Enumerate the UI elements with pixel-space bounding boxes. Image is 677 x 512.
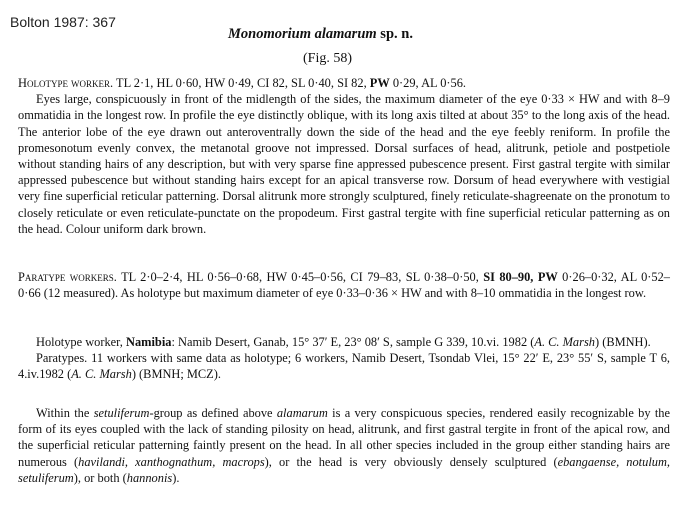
holotype-collector: A. C. Marsh	[534, 335, 595, 349]
species-suffix: sp. n.	[376, 26, 413, 42]
holotype-material-text: Holotype worker,	[36, 335, 127, 349]
paratype-material-text: Paratypes. 11 workers with same data as holotype; 6 workers, Namib Desert, Tsondab Vlei, 15° 22′ E, 23° 55′ S, sample T 6, 4.iv.1982 (	[18, 351, 670, 382]
discussion-text-2: -group as defined above	[149, 406, 277, 420]
holotype-label: Holotype worker.	[18, 76, 114, 90]
species-group-name: setuliferum	[93, 406, 150, 420]
holotype-material	[18, 334, 670, 350]
paratype-measurements	[18, 269, 670, 301]
paratype-measures-text-2: 0·26–0·32, AL 0·52–0·66 (12 measured). As holotype but maximum diameter of eye 0·33–0·36 × HW and with 8–10 ommatidia in the longest row.	[18, 270, 670, 301]
discussion-text-4: ), or the head is very obviously densely sculptured (	[264, 454, 558, 469]
discussion-paragraph	[18, 405, 670, 486]
paratype-collector: A. C. Marsh	[71, 367, 132, 382]
paratype-measures-text: TL 2·0–2·4, HL 0·56–0·68, HW 0·45–0·56, CI 79–83, SL 0·38–0·50,	[116, 270, 484, 284]
holotype-measures-bold: PW	[369, 76, 390, 90]
discussion-text-6: ).	[172, 470, 180, 485]
holotype-section	[18, 75, 670, 237]
reference-label: Bolton 1987: 367	[10, 14, 116, 30]
paratype-measures-bold: SI 80–90, PW	[483, 270, 558, 284]
holotype-locality: : Namib Desert, Ganab, 15° 37′ E, 23° 08′ S, sample G 339, 10.vi. 1982 (	[171, 335, 535, 349]
holotype-description: Eyes large, conspicuously in front of the midlength of the sides, the maximum diameter of the eye 0·33 × HW and with 8–9 ommatidia in the longest row. In profile the eye distinctly oblique, with its long axis tilted at about 35° to the long axis of the head. The anterior lobe of the eye drawn out anteroventrally down the side of the head and the eye feebly reniform. In profile the promesonotum evenly convex, the metanotal groove not impressed. Dorsal surfaces of head, alitrunk, petiole and postpetiole without standing hairs of any description, but with very sparse fine appressed pubescence present. First gastral tergite with similar appressed pubescence but without standing hairs except for an apical transverse row. Dorsum of head everywhere with vestigial very fine superficial reticular patterning. Dorsal alitrunk more strongly sculptured, finely reticulate-shagreenate on the pronotum to closely reticulate or even reticulate-punctate on the propodeum. First gastral tergite with fine superficial reticular patterning as on the head. Colour uniform dark brown.	[18, 92, 670, 236]
discussion-text-3: is a very conspicuous species, rendered easily recognizable by the form of its eyes coupled with the lack of standing pilosity on head, alitrunk, and first gastral tergite in front of the apical row, and the superficial reticular patterning faintly present on the head. In all other species included in the group either standing hairs are numerous (	[18, 406, 670, 469]
discussion-text-1: Within the	[36, 406, 94, 420]
figure-reference: (Fig. 58)	[303, 51, 352, 66]
paratype-depository: ) (BMNH; MCZ).	[131, 367, 221, 382]
holotype-depository: ) (BMNH).	[594, 335, 651, 349]
material-section	[18, 334, 670, 383]
holotype-measures-text-2: 0·29, AL 0·56.	[389, 76, 467, 90]
discussion-text-5: ), or both (	[73, 470, 127, 485]
paratype-label: Paratype workers.	[18, 270, 117, 284]
species-list-both: hannonis	[126, 470, 173, 485]
holotype-measures-text: TL 2·1, HL 0·60, HW 0·49, CI 82, SL 0·40, SI 82,	[113, 76, 370, 90]
holotype-measurements	[18, 75, 670, 91]
paratype-section	[18, 269, 670, 301]
species-list-hairy: havilandi, xanthognathum, macrops	[78, 454, 265, 469]
species-name: Monomorium alamarum	[228, 26, 377, 42]
discussion-species: alamarum	[276, 406, 328, 420]
discussion-section	[18, 405, 670, 486]
species-title	[228, 26, 413, 43]
species-list-sculptured: ebangaense, notulum, setuliferum	[18, 454, 670, 485]
holotype-country: Namibia	[126, 335, 172, 349]
paratype-material	[18, 350, 670, 382]
